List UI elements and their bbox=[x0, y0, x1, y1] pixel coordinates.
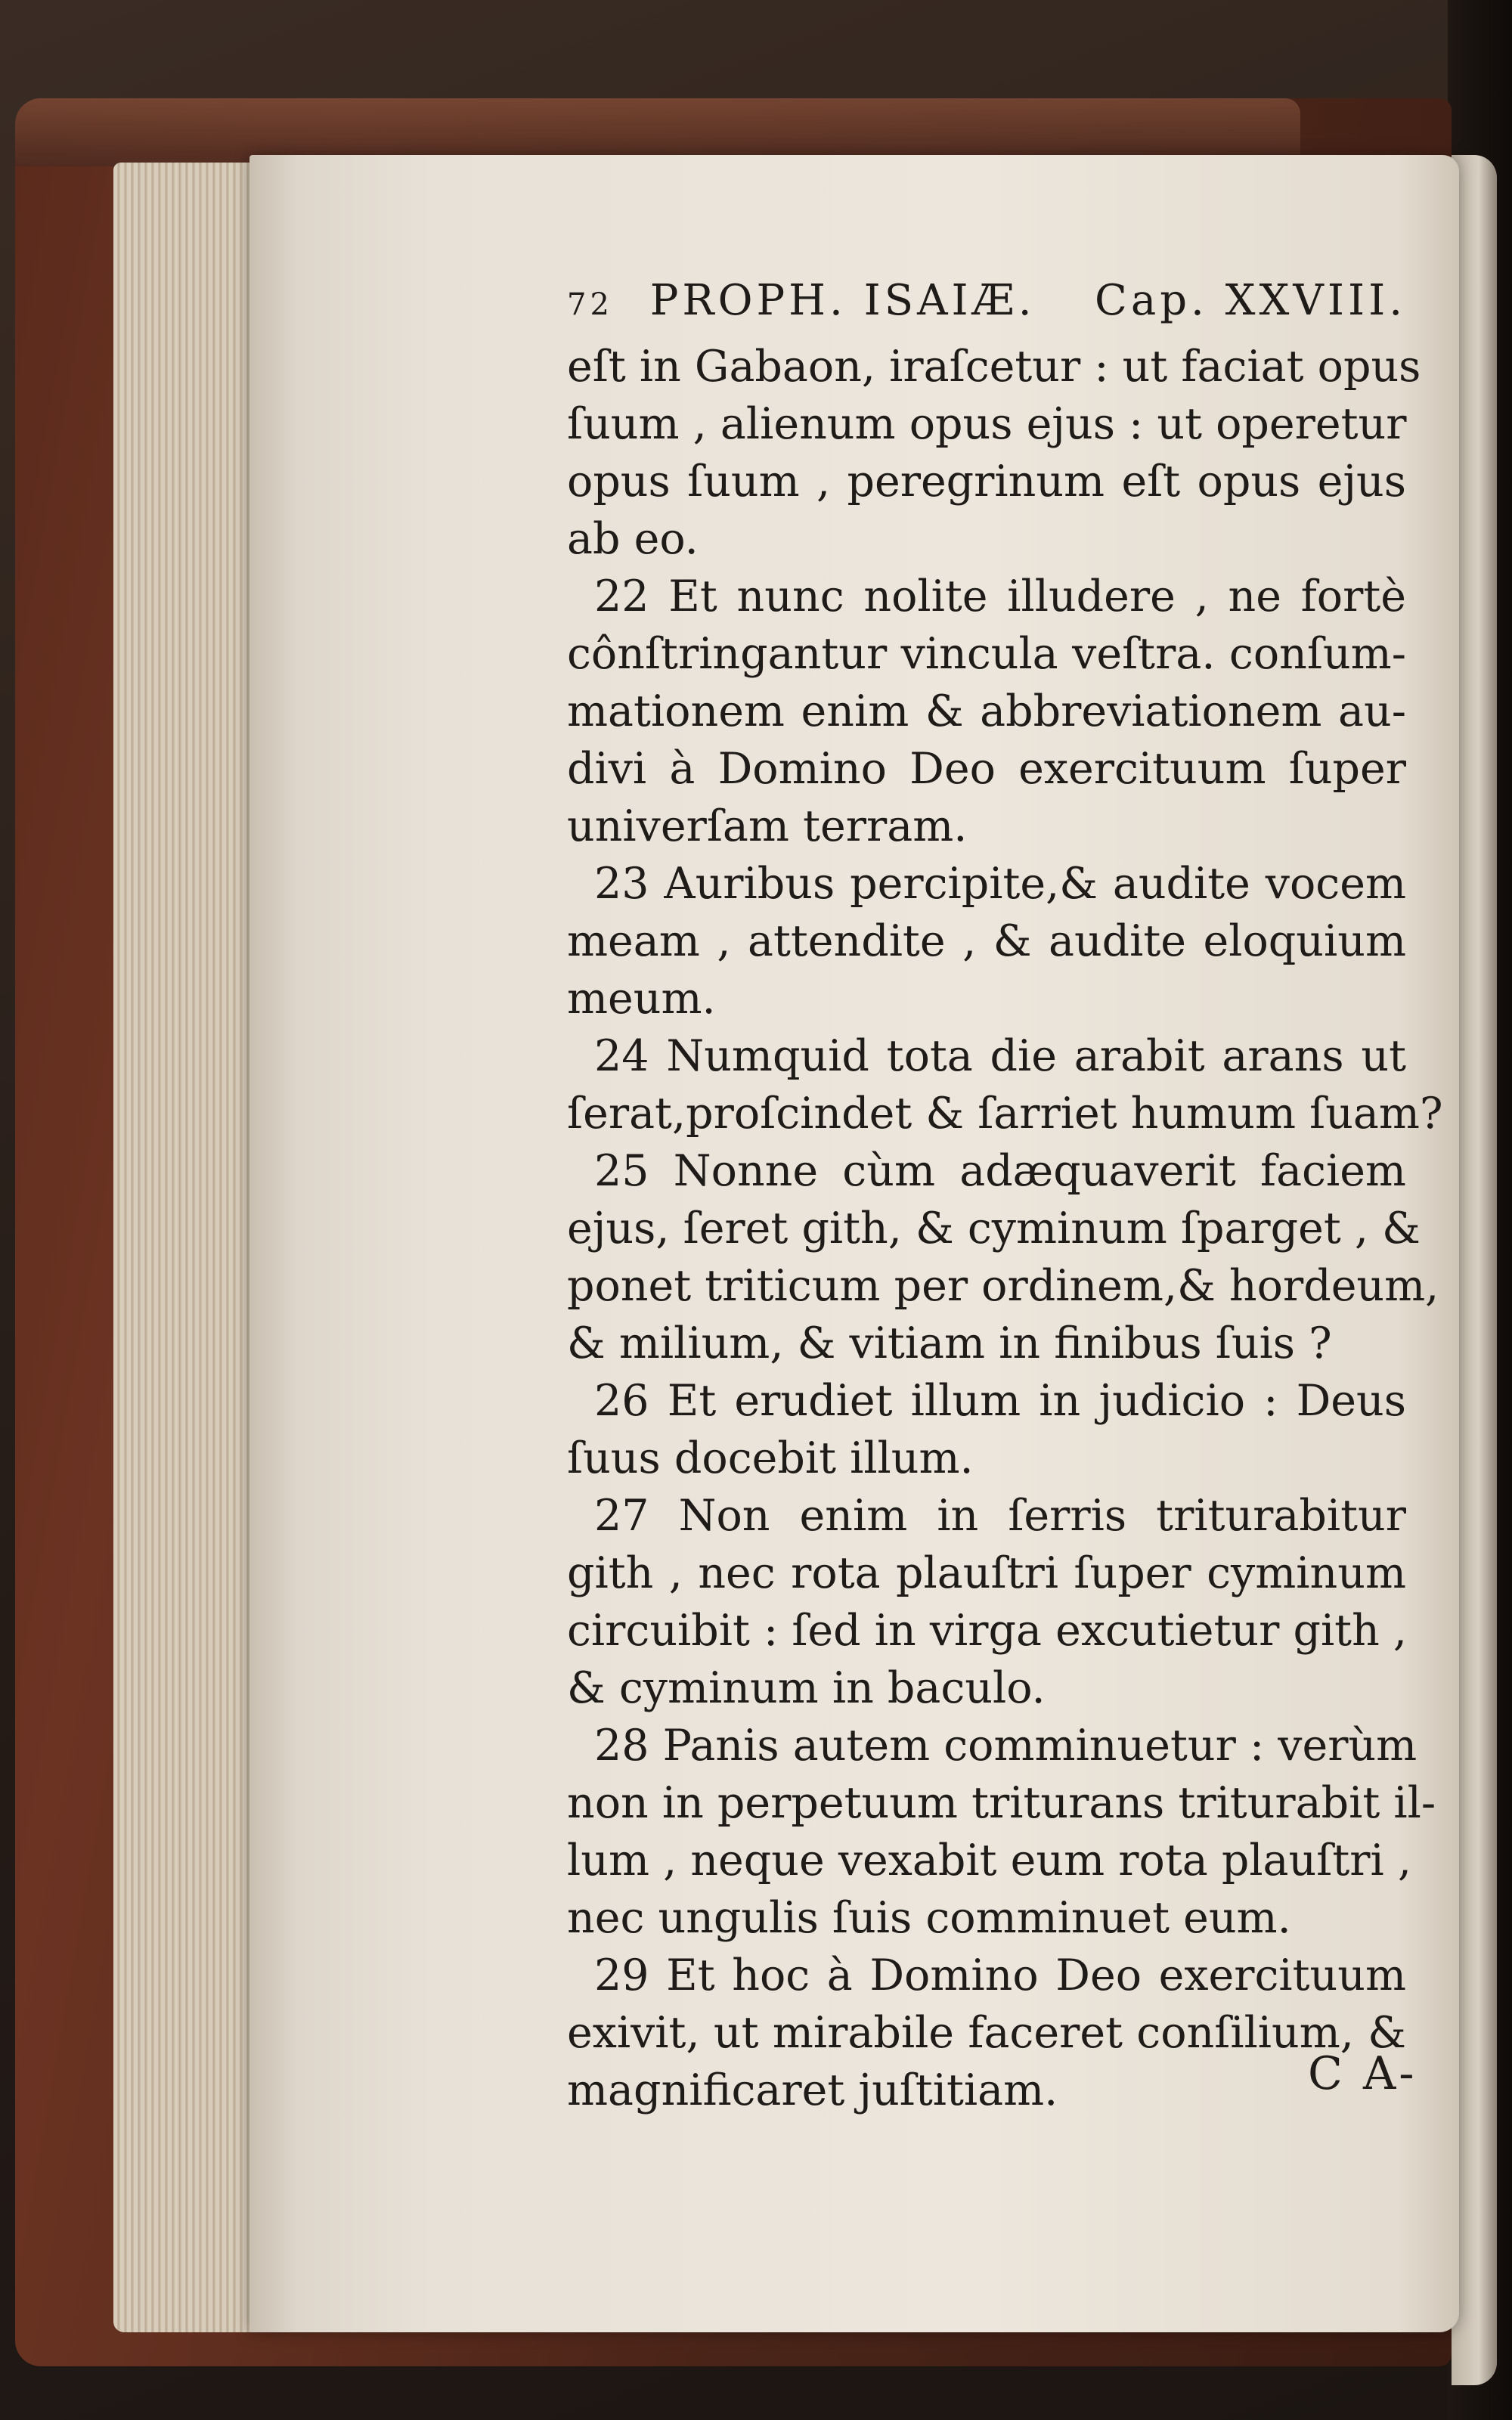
text-line: & milium, & vitiam in finibus ſuis ? bbox=[567, 1318, 1332, 1368]
catchword: C A- bbox=[1308, 2047, 1418, 2100]
text-line: non in perpetuum triturans triturabit il- bbox=[567, 1778, 1436, 1828]
page-text bbox=[567, 276, 1443, 2119]
text-line: ponet triticum per ordinem,& hordeum, bbox=[567, 1261, 1439, 1311]
text-line: ab eo. bbox=[567, 514, 699, 564]
text-lines bbox=[567, 338, 1443, 2119]
text-line: magnificaret juſtitiam. bbox=[567, 2065, 1058, 2115]
text-line: circuibit : ſed in virga excutietur gith , bbox=[567, 1606, 1408, 1656]
book-title: PROPH. ISAIÆ. bbox=[649, 276, 1036, 325]
running-head bbox=[567, 276, 1406, 338]
text-line: 23 Auribus percipite,& audite vocem bbox=[594, 859, 1406, 909]
text-line: ſuus docebit illum. bbox=[567, 1433, 974, 1483]
text-line: 25 Nonne cùm adæquaverit faciem bbox=[594, 1146, 1406, 1196]
text-line: mationem enim & abbreviationem au- bbox=[567, 686, 1406, 736]
text-line: eſt in Gabaon, iraſcetur : ut faciat opus bbox=[567, 342, 1421, 392]
text-line: & cyminum in baculo. bbox=[567, 1663, 1046, 1713]
text-line: opus ſuum , peregrinum eſt opus ejus bbox=[567, 457, 1406, 507]
text-line: gith , nec rota plauſtri ſuper cyminum bbox=[567, 1548, 1406, 1598]
text-line: meum. bbox=[567, 974, 716, 1024]
text-line: ſerat,proſcindet & ſarriet humum ſuam? bbox=[567, 1089, 1443, 1139]
chapter-label: Cap. XXVIII. bbox=[1094, 276, 1406, 325]
text-line: univerſam terram. bbox=[567, 801, 968, 851]
text-line: 27 Non enim in ſerris triturabitur bbox=[594, 1491, 1406, 1541]
text-line: exivit, ut mirabile faceret conſilium, & bbox=[567, 2008, 1406, 2058]
text-line: 22 Et nunc nolite illudere , ne fortè bbox=[594, 572, 1406, 621]
text-line: 28 Panis autem comminuetur : verùm bbox=[594, 1721, 1418, 1771]
text-line: cônſtringantur vincula veſtra. conſum- bbox=[567, 629, 1406, 679]
text-line: lum , neque vexabit eum rota plauſtri , bbox=[567, 1836, 1411, 1885]
text-line: ejus, ſeret gith, & cyminum ſparget , & bbox=[567, 1204, 1421, 1253]
text-line: ſuum , alienum opus ejus : ut operetur bbox=[567, 399, 1407, 449]
text-line: 26 Et erudiet illum in judicio : Deus bbox=[594, 1376, 1406, 1426]
text-line: divi à Domino Deo exercituum ſuper bbox=[567, 744, 1406, 794]
text-line: meam , attendite , & audite eloquium bbox=[567, 916, 1406, 966]
text-line: 29 Et hoc à Domino Deo exercituum bbox=[594, 1951, 1406, 2000]
page-number: 72 bbox=[567, 287, 613, 322]
text-line: 24 Numquid tota die arabit arans ut bbox=[594, 1031, 1406, 1081]
text-line: nec ungulis ſuis comminuet eum. bbox=[567, 1893, 1291, 1943]
